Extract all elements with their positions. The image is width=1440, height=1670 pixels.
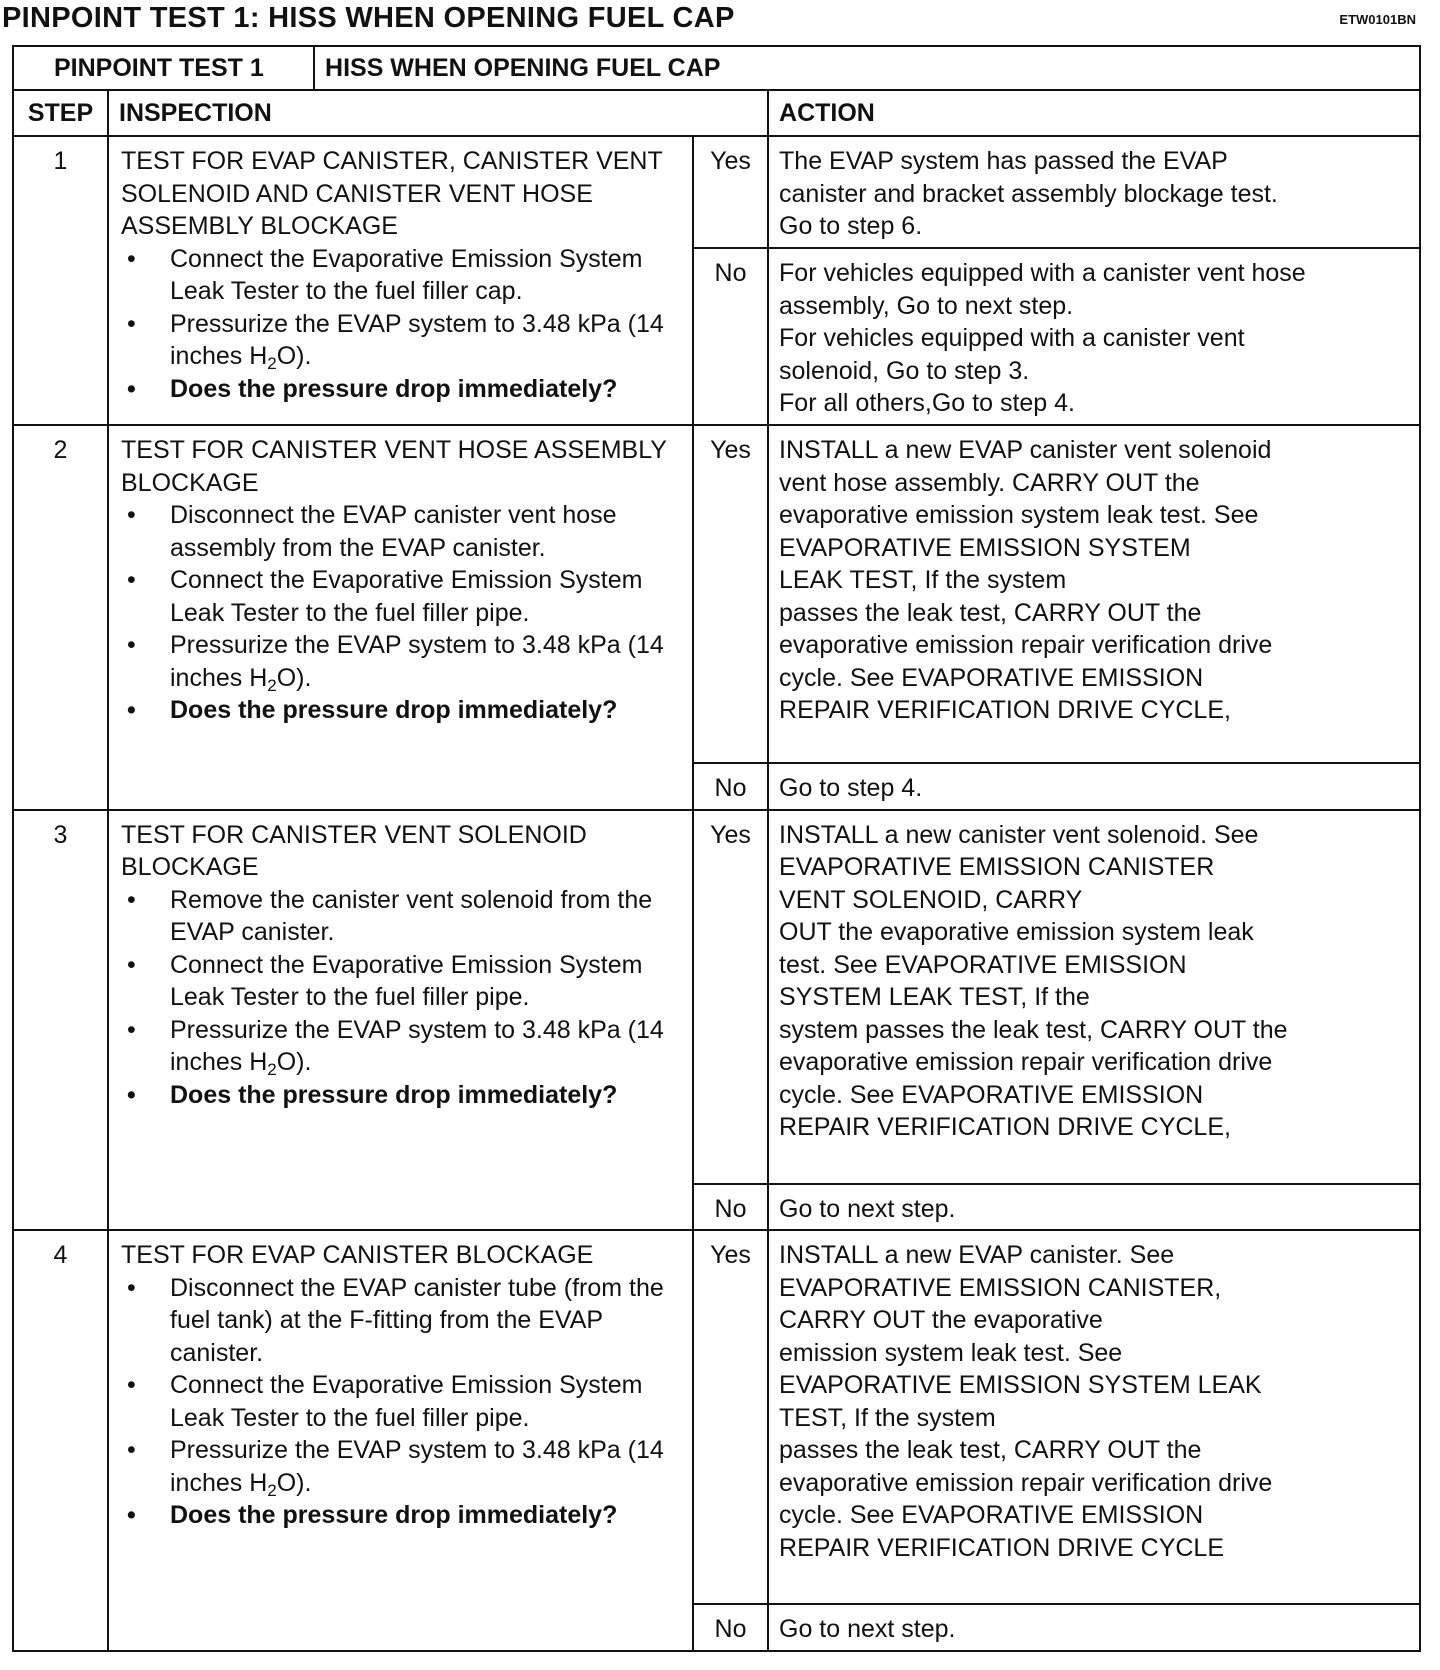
bullet-item: • Connect the Evaporative Emission System Leak Tester to the fuel filler pipe. (121, 564, 682, 629)
bullet-text: Pressurize the EVAP system to 3.48 kPa (14 inches H (170, 1436, 664, 1497)
bullet-text: Pressurize the EVAP system to 3.48 kPa (14 inches H (170, 309, 664, 370)
inspection-title-line: TEST FOR CANISTER VENT HOSE ASSEMBLY (121, 436, 667, 464)
bullet-text-tail: O). (276, 663, 312, 692)
bullet-question: • Does the pressure drop immediately? (121, 694, 682, 727)
bullet-question: • Does the pressure drop immediately? (121, 1079, 682, 1112)
bullet-item: • Disconnect the EVAP canister vent hose assembly from the EVAP canister. (121, 499, 682, 564)
table-row (13, 810, 1420, 1184)
action-line: INSTALL a new EVAP canister vent solenoid (779, 436, 1272, 464)
bullet-text: Pressurize the EVAP system to 3.48 kPa (14 inches H (170, 631, 664, 692)
bullet-text-tail: O). (276, 1468, 312, 1497)
action-line: For vehicles equipped with a canister vent (779, 324, 1245, 352)
bullet-item: • Remove the canister vent solenoid from the EVAP canister. (121, 884, 682, 949)
action-line: system passes the leak test, CARRY OUT the (779, 1015, 1288, 1044)
action-line: INSTALL a new canister vent solenoid. See (779, 820, 1259, 849)
action-line: assembly, Go to next step. (779, 291, 1074, 320)
yes-action-cell (768, 136, 1420, 248)
action-line: CARRY OUT the evaporative (779, 1306, 1103, 1334)
action-line: REPAIR VERIFICATION DRIVE CYCLE, (779, 696, 1231, 724)
yes-action-cell (768, 425, 1420, 763)
step-number: 3 (13, 810, 108, 1231)
yes-label: Yes (693, 425, 768, 763)
inspection-title-line: TEST FOR EVAP CANISTER, CANISTER VENT (121, 147, 663, 175)
subscript: 2 (267, 1060, 277, 1079)
action-line: Go to next step. (779, 1194, 956, 1223)
inspection-cell (108, 425, 693, 810)
yes-action-cell (768, 1230, 1420, 1604)
action-line: REPAIR VERIFICATION DRIVE CYCLE (779, 1533, 1224, 1562)
action-line: VENT SOLENOID, CARRY (779, 885, 1083, 914)
subscript: 2 (267, 354, 277, 373)
yes-label: Yes (693, 136, 768, 248)
action-line: cycle. See EVAPORATIVE EMISSION (779, 1080, 1204, 1109)
bullet-text: Pressurize the EVAP system to 3.48 kPa (14 inches H (170, 1015, 664, 1076)
action-line: INSTALL a new EVAP canister. See (779, 1241, 1175, 1269)
inspection-cell (108, 136, 693, 425)
yes-label: Yes (693, 1230, 768, 1604)
bullet-item: • Connect the Evaporative Emission System Leak Tester to the fuel filler pipe. (121, 949, 682, 1014)
action-line: For vehicles equipped with a canister vent hose (779, 259, 1306, 287)
action-column-header: ACTION (768, 90, 1420, 136)
action-line: Go to step 6. (779, 212, 923, 240)
step-number: 4 (13, 1230, 108, 1651)
action-line: evaporative emission system leak test. See (779, 501, 1259, 529)
no-action-cell (768, 1184, 1420, 1231)
inspection-cell (108, 1230, 693, 1651)
inspection-title-line: ASSEMBLY BLOCKAGE (121, 212, 398, 240)
no-label: No (693, 248, 768, 425)
inspection-bullets (121, 243, 682, 406)
inspection-bullets (121, 1272, 682, 1532)
subscript: 2 (267, 1480, 277, 1500)
action-line: For all others,Go to step 4. (779, 389, 1075, 417)
test-label: PINPOINT TEST 1 (13, 46, 314, 90)
inspection-bullets (121, 499, 682, 727)
action-line: Go to step 4. (779, 774, 923, 802)
inspection-title-line: BLOCKAGE (121, 853, 259, 881)
no-label: No (693, 763, 768, 810)
bullet-question: • Does the pressure drop immediately? (121, 373, 682, 406)
action-line: The EVAP system has passed the EVAP (779, 147, 1228, 175)
action-line: evaporative emission repair verification drive (779, 631, 1273, 659)
action-line: canister and bracket assembly blockage test. (779, 179, 1278, 208)
bullet-question: • Does the pressure drop immediately? (121, 1499, 682, 1532)
action-line: EVAPORATIVE EMISSION CANISTER (779, 853, 1215, 881)
column-header-row (13, 90, 1420, 136)
step-number: 1 (13, 136, 108, 425)
action-line: passes the leak test, CARRY OUT the (779, 598, 1202, 627)
action-line: vent hose assembly. CARRY OUT the (779, 468, 1200, 497)
action-line: solenoid, Go to step 3. (779, 356, 1030, 385)
table-row (13, 136, 1420, 248)
action-line: REPAIR VERIFICATION DRIVE CYCLE, (779, 1113, 1231, 1141)
inspection-title-line: BLOCKAGE (121, 468, 259, 497)
no-action-cell (768, 763, 1420, 810)
action-line: OUT the evaporative emission system leak (779, 918, 1254, 946)
action-line: EVAPORATIVE EMISSION SYSTEM (779, 533, 1191, 562)
step-column-header: STEP (13, 90, 108, 136)
inspection-column-header: INSPECTION (108, 90, 768, 136)
action-line: TEST, If the system (779, 1403, 996, 1432)
action-line: emission system leak test. See (779, 1338, 1123, 1367)
pinpoint-test-table (12, 45, 1421, 1652)
action-line: evaporative emission repair verification drive (779, 1048, 1273, 1076)
yes-action-cell (768, 810, 1420, 1184)
action-line: cycle. See EVAPORATIVE EMISSION (779, 663, 1204, 692)
test-name: HISS WHEN OPENING FUEL CAP (314, 46, 1420, 90)
action-line: Go to next step. (779, 1615, 956, 1643)
action-line: SYSTEM LEAK TEST, If the (779, 983, 1090, 1011)
inspection-title-line: TEST FOR CANISTER VENT SOLENOID (121, 820, 587, 849)
bullet-item: • Connect the Evaporative Emission System Leak Tester to the fuel filler pipe. (121, 1369, 682, 1434)
action-line: EVAPORATIVE EMISSION CANISTER, (779, 1273, 1222, 1302)
action-line: evaporative emission repair verification drive (779, 1468, 1273, 1497)
page-title: PINPOINT TEST 1: HISS WHEN OPENING FUEL CAP (2, 2, 735, 34)
bullet-item: • Connect the Evaporative Emission System Leak Tester to the fuel filler cap. (121, 243, 682, 308)
subscript: 2 (267, 675, 277, 695)
inspection-title-line: TEST FOR EVAP CANISTER BLOCKAGE (121, 1241, 594, 1269)
table-row (13, 425, 1420, 763)
no-action-cell (768, 248, 1420, 425)
table-title-row (13, 46, 1420, 90)
yes-label: Yes (693, 810, 768, 1184)
bullet-text-tail: O). (276, 1048, 312, 1076)
inspection-title-line: SOLENOID AND CANISTER VENT HOSE (121, 179, 593, 208)
no-action-cell (768, 1604, 1420, 1651)
document-code: ETW0101BN (1339, 12, 1416, 27)
action-line: test. See EVAPORATIVE EMISSION (779, 950, 1187, 979)
step-number: 2 (13, 425, 108, 810)
action-line: LEAK TEST, If the system (779, 566, 1067, 594)
bullet-item (121, 1434, 682, 1499)
bullet-item: • Disconnect the EVAP canister tube (from the fuel tank) at the F-fitting from the EVAP canister. (121, 1272, 682, 1370)
bullet-item (121, 1014, 682, 1079)
inspection-bullets (121, 884, 682, 1112)
table-row (13, 1230, 1420, 1604)
bullet-text-tail: O). (276, 342, 312, 370)
no-label: No (693, 1184, 768, 1231)
no-label: No (693, 1604, 768, 1651)
bullet-item (121, 629, 682, 694)
action-line: passes the leak test, CARRY OUT the (779, 1436, 1202, 1464)
bullet-item (121, 308, 682, 373)
action-line: EVAPORATIVE EMISSION SYSTEM LEAK (779, 1371, 1262, 1399)
action-line: cycle. See EVAPORATIVE EMISSION (779, 1501, 1204, 1529)
inspection-cell (108, 810, 693, 1231)
